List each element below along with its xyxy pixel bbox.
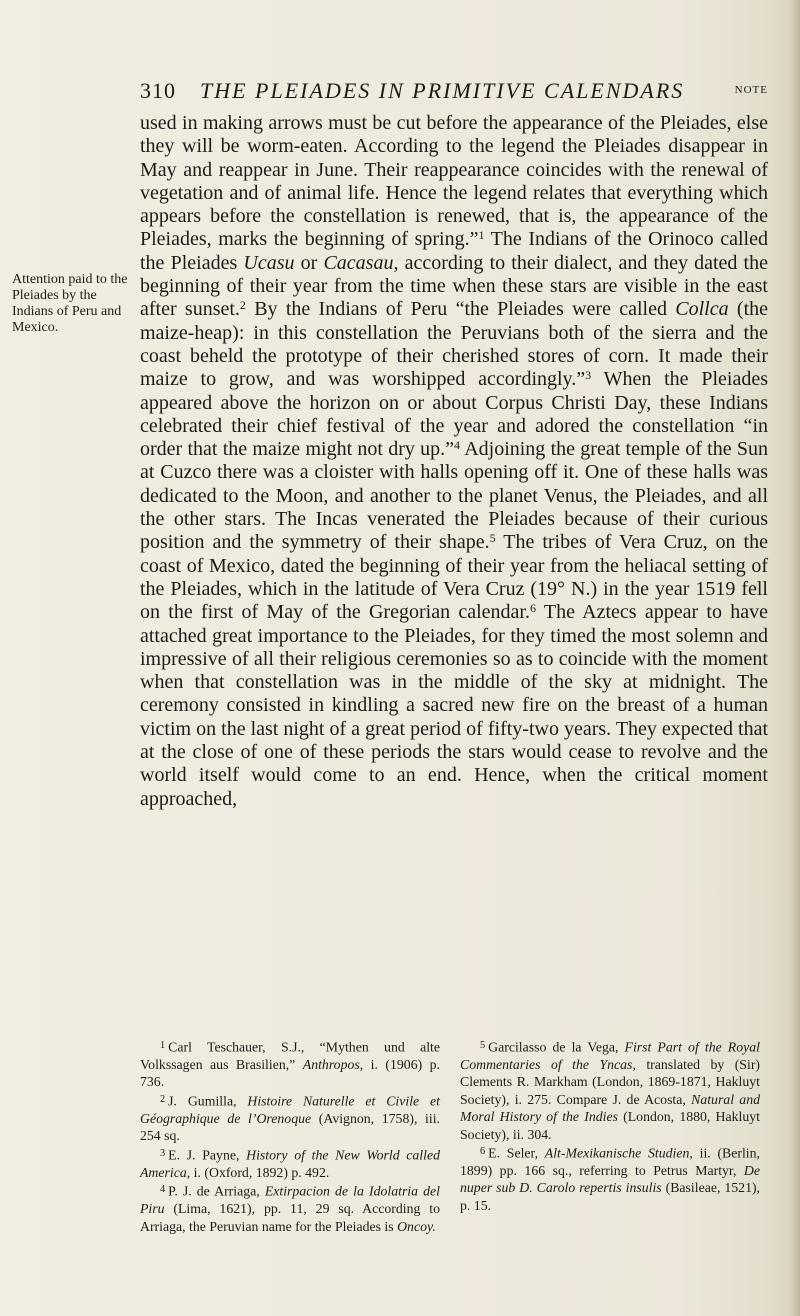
footnotes-left-column — [140, 1037, 440, 1235]
footnote-4: $^4$ P. J. de Arriaga, Extirpacion de la Idolatria del Piru (Lima, 1621), pp. 11, 29 sq. According to Arriaga, the Peruvian name for the Pleiades is Oncoy. — [140, 1183, 440, 1234]
margin-note: Attention paid to the Pleiades by the Indians of Peru and Mexico. — [12, 272, 128, 335]
footnote-ref: 5 — [489, 531, 496, 546]
footnote-ref: 2 — [239, 298, 246, 313]
page-number: 310 — [140, 78, 176, 103]
running-header — [140, 78, 768, 108]
footnote-1: $^1$ Carl Teschauer, S.J., “Mythen und alte Volkssagen aus Brasilien,” Anthropos, i. (1906) p. 736. — [140, 1039, 440, 1090]
footnote-ref: 4 — [454, 438, 461, 453]
footnote-2: $^2$ J. Gumilla, Histoire Naturelle et Civile et Géographique de l’Orenoque (Avignon, 1758), iii. 254 sq. — [140, 1093, 441, 1144]
body-paragraph: used in making arrows must be cut before the appearance of the Pleiades, else they will be worm-eaten. According to the legend the Pleiades disappear in May and reappear in June. Their reappearance coincides with the renewal of vegetation and of animal life. Hence the legend relates that everything which appears before the constellation is renewed, that is, the appearance of the Pleiades, marks the beginning of spring.”$^1$ The Indians of the Orinoco called the Pleiades Ucasu or Cacasau, according to their dialect, and they dated the beginning of their year from the time when these stars are visible in the east after sunset.$^2$ By the Indians of Peru “the Pleiades were called Collca (the maize-heap): in this constellation the Peruvians both of the sierra and the coast beheld the prototype of their cherished stores of corn. It made their maize to grow, and was worshipped accordingly.”$^3$ When the Pleiades appeared above the horizon on or about Corpus Christi Day, these Indians celebrated their chief festival of the year and adored the constellation “in order that the maize might not dry up.”$^4$ Adjoining the great temple of the Sun at Cuzco there was a cloister with halls opening off it. One of these halls was dedicated to the Moon, and another to the planet Venus, the Pleiades, and all the other stars. The Incas venerated the Pleiades because of their curious position and the symmetry of their shape.$^5$ The tribes of Vera Cruz, on the coast of Mexico, dated the beginning of their year from the heliacal setting of the Pleiades, which in the latitude of Vera Cruz (19° N.) in the year 1519 fell on the first of May of the Gregorian calendar.$^6$ The Aztecs appear to have attached great importance to the Pleiades, for they timed the most solemn and impressive of all their religious ceremonies so as to coincide with the moment when that constellation was in the middle of the sky at midnight. The ceremony consisted in kindling a sacred new fire on the breast of a human victim on the last night of a great period of fifty-two years. They expected that at the close of one of these periods the stars would cease to revolve and the world itself would come to an end. Hence, when the critical moment approached, — [140, 112, 768, 810]
footnote-ref: 6 — [529, 601, 536, 616]
footnote-ref: 3 — [585, 368, 592, 383]
footnote-3: $^3$ E. J. Payne, History of the New World called America, i. (Oxford, 1892) p. 492. — [140, 1147, 440, 1180]
body-text — [140, 112, 768, 811]
footnote-6: $^6$ E. Seler, Alt-Mexikanische Studien, ii. (Berlin, 1899) pp. 166 sq., referring to Petrus Martyr, De nuper sub D. Carolo repertis insulis (Basileae, 1521), p. 15. — [460, 1145, 761, 1213]
footnotes-right-column — [460, 1037, 760, 1214]
running-title: THE PLEIADES IN PRIMITIVE CALENDARS — [200, 78, 685, 103]
footnotes — [140, 1037, 768, 1277]
section-mark: NOTE — [734, 84, 768, 96]
page-edge — [786, 0, 800, 1316]
footnote-ref: 1 — [478, 228, 485, 243]
footnote-5: $^5$ Garcilasso de la Vega, First Part of the Royal Commentaries of the Yncas, translated by (Sir) Clements R. Markham (London, 1869-1871, Hakluyt Society), i. 275. Compare J. de Acosta, Natural and Moral History of the Indies (London, 1880, Hakluyt Society), ii. 304. — [460, 1039, 761, 1142]
